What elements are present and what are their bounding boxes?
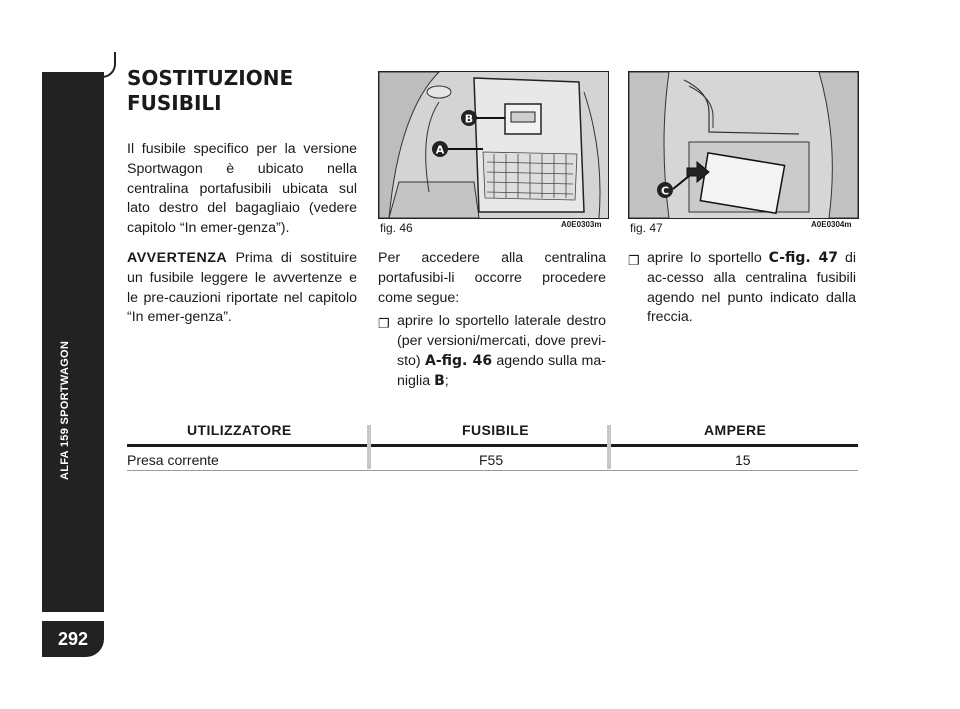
header-fusibile: FUSIBILE	[462, 422, 529, 438]
trunk-side-panel-drawing	[379, 72, 608, 218]
heading-line1: SOSTITUZIONE	[127, 66, 294, 90]
list-item-text: aprire lo sportello laterale destro (per versioni/mercati, dove previ-sto) A-fig. 46 agendo sulla ma-niglia B;	[397, 313, 606, 389]
svg-text:A: A	[435, 143, 445, 157]
door-column	[628, 249, 856, 328]
warning-text: Prima di sostituire un fusibile leggere le avvertenze e le pre-cauzioni riportate nel capitolo “In emer-genza”.	[127, 249, 357, 326]
row-rule	[127, 470, 858, 471]
cell-ampere: 15	[735, 452, 751, 468]
warning-label: AVVERTENZA	[127, 249, 228, 266]
intro-column	[127, 140, 357, 338]
figure-reference: A-fig. 46	[424, 352, 493, 369]
header-utilizzatore: UTILIZZATORE	[187, 422, 292, 438]
checkbox-bullet-icon: ❐	[628, 253, 640, 268]
sidebar-band	[42, 72, 104, 612]
svg-text:B: B	[464, 112, 474, 126]
section-heading	[127, 66, 293, 116]
sidebar-notch	[90, 52, 116, 78]
svg-text:C: C	[660, 184, 670, 198]
column-separator	[607, 425, 611, 469]
intro-paragraph: Il fusibile specifico per la versione Sportwagon è ubicato nella centralina portafusibili ubicata sul lato destro del bagagliaio (vedere capitolo “In emer-genza”).	[127, 141, 357, 237]
heading-line2: FUSIBILI	[127, 91, 222, 115]
figure-47-caption: fig. 47	[630, 221, 663, 235]
figure-47-code: A0E0304m	[811, 220, 852, 229]
list-item-text: aprire lo sportello C-fig. 47 di ac-cesso alla centralina fusibili agendo nel punto indicato dalla freccia.	[647, 250, 856, 326]
handle-reference: B	[434, 372, 445, 389]
sidebar-title: ALFA 159 SPORTWAGON	[59, 340, 71, 480]
figure-46-code: A0E0303m	[561, 220, 602, 229]
cell-utilizzatore: Presa corrente	[127, 452, 219, 468]
figure-46-caption: fig. 46	[380, 221, 413, 235]
table-header	[127, 422, 858, 446]
page-number: 292	[42, 621, 104, 657]
table-row	[127, 446, 858, 470]
fuse-table	[127, 422, 858, 470]
figure-47-illustration	[628, 71, 859, 219]
header-ampere: AMPERE	[704, 422, 767, 438]
fuse-box-door-drawing	[629, 72, 858, 218]
figure-reference: C-fig. 47	[768, 250, 839, 266]
column-separator	[367, 425, 371, 469]
figure-46-illustration	[378, 71, 609, 219]
list-item	[378, 312, 606, 391]
warning-paragraph	[127, 249, 357, 328]
access-column	[378, 249, 606, 392]
access-intro: Per accedere alla centralina portafusibi-li occorre procedere come segue:	[378, 250, 606, 306]
list-item	[628, 249, 856, 328]
cell-fusibile: F55	[479, 452, 504, 468]
checkbox-bullet-icon: ❐	[378, 316, 390, 332]
